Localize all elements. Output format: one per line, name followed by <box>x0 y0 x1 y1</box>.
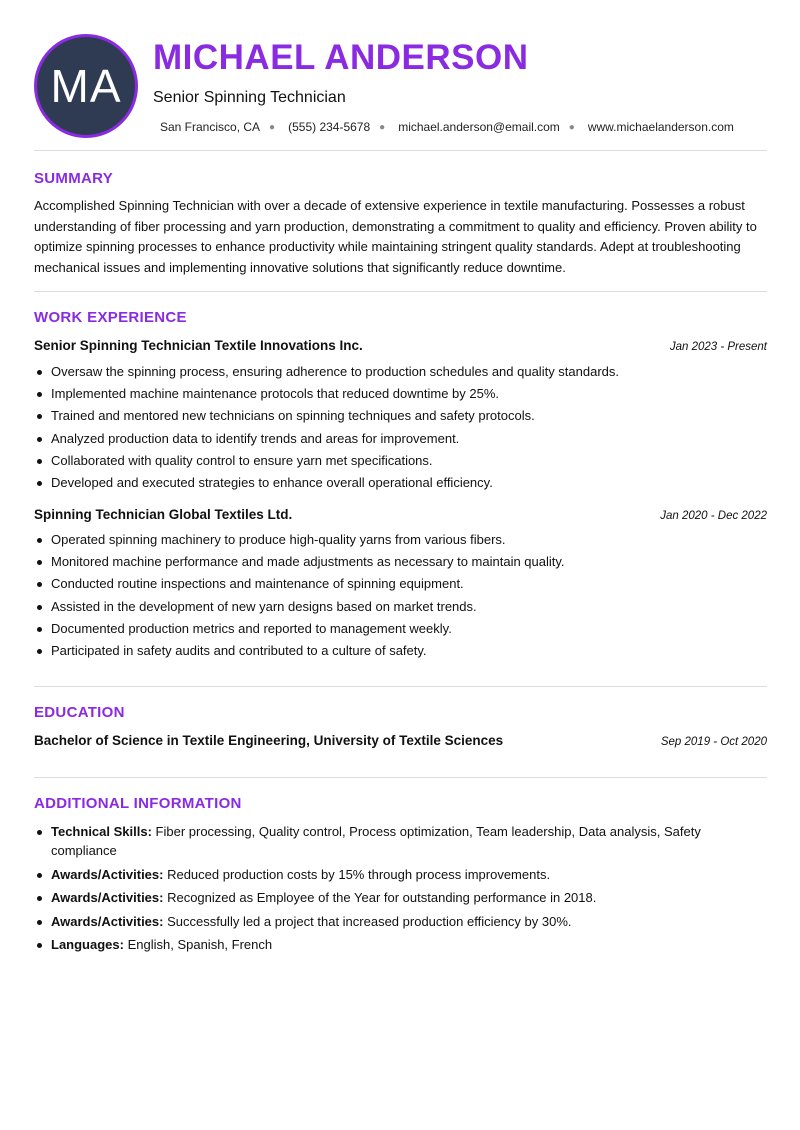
contact-website[interactable]: www.michaelanderson.com <box>587 120 734 134</box>
list-item <box>34 935 767 954</box>
list-item: Assisted in the development of new yarn designs based on market trends. <box>34 596 767 618</box>
list-item: Analyzed production data to identify trends and areas for improvement. <box>34 428 767 450</box>
item-text: English, Spanish, French <box>123 937 273 952</box>
job-header <box>34 338 767 353</box>
item-label: Awards/Activities: <box>51 913 164 929</box>
additional-list <box>34 822 767 959</box>
contact-location: San Francisco, CA <box>160 120 261 134</box>
summary-text: Accomplished Spinning Technician with over a decade of extensive experience in textile manufacturing. Possesses a robust understanding of fiber processing and yarn production, demonstrating a commitment to quality and efficiency. Proven ability to optimize spinning processes to enhance productivity while maintaining stringent quality standards. Adept at troubleshooting mechanical issues and implementing innovative solutions that significantly reduce downtime. <box>34 198 757 275</box>
additional-heading: ADDITIONAL INFORMATION <box>34 795 242 812</box>
avatar-initials: MA <box>50 60 122 112</box>
divider <box>34 291 767 292</box>
job-bullets <box>34 361 767 494</box>
item-text: Fiber processing, Quality control, Process optimization, Team leadership, Data analysis, Safety compliance <box>51 824 701 858</box>
list-item <box>34 822 767 860</box>
education-heading: EDUCATION <box>34 704 125 721</box>
divider <box>34 777 767 778</box>
item-text: Successfully led a project that increased production efficiency by 30%. <box>163 913 572 929</box>
education-entry <box>34 733 767 748</box>
list-item: Participated in safety audits and contributed to a culture of safety. <box>34 640 767 662</box>
separator-dot: ● <box>568 121 575 133</box>
item-label: Technical Skills: <box>51 824 152 839</box>
separator-dot: ● <box>269 121 276 133</box>
summary-heading: SUMMARY <box>34 170 114 187</box>
job-bullets <box>34 529 767 662</box>
divider <box>34 686 767 687</box>
item-text: Reduced production costs by 15% through process improvements. <box>163 866 551 882</box>
list-item: Operated spinning machinery to produce high-quality yarns from various fibers. <box>34 529 767 551</box>
list-item: Monitored machine performance and made adjustments as necessary to maintain quality. <box>34 551 767 573</box>
contact-email[interactable]: michael.anderson@email.com <box>398 120 560 134</box>
job-dates: Jan 2020 - Dec 2022 <box>660 510 767 522</box>
experience-heading: WORK EXPERIENCE <box>34 309 187 326</box>
item-label: Awards/Activities: <box>51 890 164 905</box>
list-item: Trained and mentored new technicians on spinning techniques and safety protocols. <box>34 405 767 427</box>
list-item: Developed and executed strategies to enhance overall operational efficiency. <box>34 472 767 494</box>
degree: Bachelor of Science in Textile Engineering, University of Textile Sciences <box>34 733 504 748</box>
list-item: Collaborated with quality control to ensure yarn met specifications. <box>34 450 767 472</box>
item-text: Recognized as Employee of the Year for outstanding performance in 2018. <box>163 890 597 905</box>
list-item: Documented production metrics and reported to management weekly. <box>34 618 767 640</box>
job-title: Senior Spinning Technician Textile Innovations Inc. <box>34 338 363 353</box>
separator-dot: ● <box>379 121 386 133</box>
list-item <box>34 912 767 931</box>
list-item <box>34 865 767 884</box>
job-header <box>34 507 767 522</box>
list-item: Conducted routine inspections and maintenance of spinning equipment. <box>34 573 767 595</box>
list-item: Implemented machine maintenance protocols that reduced downtime by 25%. <box>34 383 767 405</box>
contact-phone: (555) 234-5678 <box>288 120 371 134</box>
list-item: Oversaw the spinning process, ensuring adherence to production schedules and quality standards. <box>34 361 767 383</box>
job-title: Spinning Technician Global Textiles Ltd. <box>34 507 293 522</box>
list-item <box>34 888 767 907</box>
contact-line <box>160 120 734 134</box>
avatar <box>34 34 138 138</box>
education-dates: Sep 2019 - Oct 2020 <box>660 736 767 748</box>
item-label: Languages: <box>51 937 124 952</box>
candidate-title: Senior Spinning Technician <box>153 89 346 106</box>
job-dates: Jan 2023 - Present <box>669 341 767 353</box>
divider <box>34 150 767 151</box>
item-label: Awards/Activities: <box>51 866 164 882</box>
candidate-name: MICHAEL ANDERSON <box>153 38 529 77</box>
